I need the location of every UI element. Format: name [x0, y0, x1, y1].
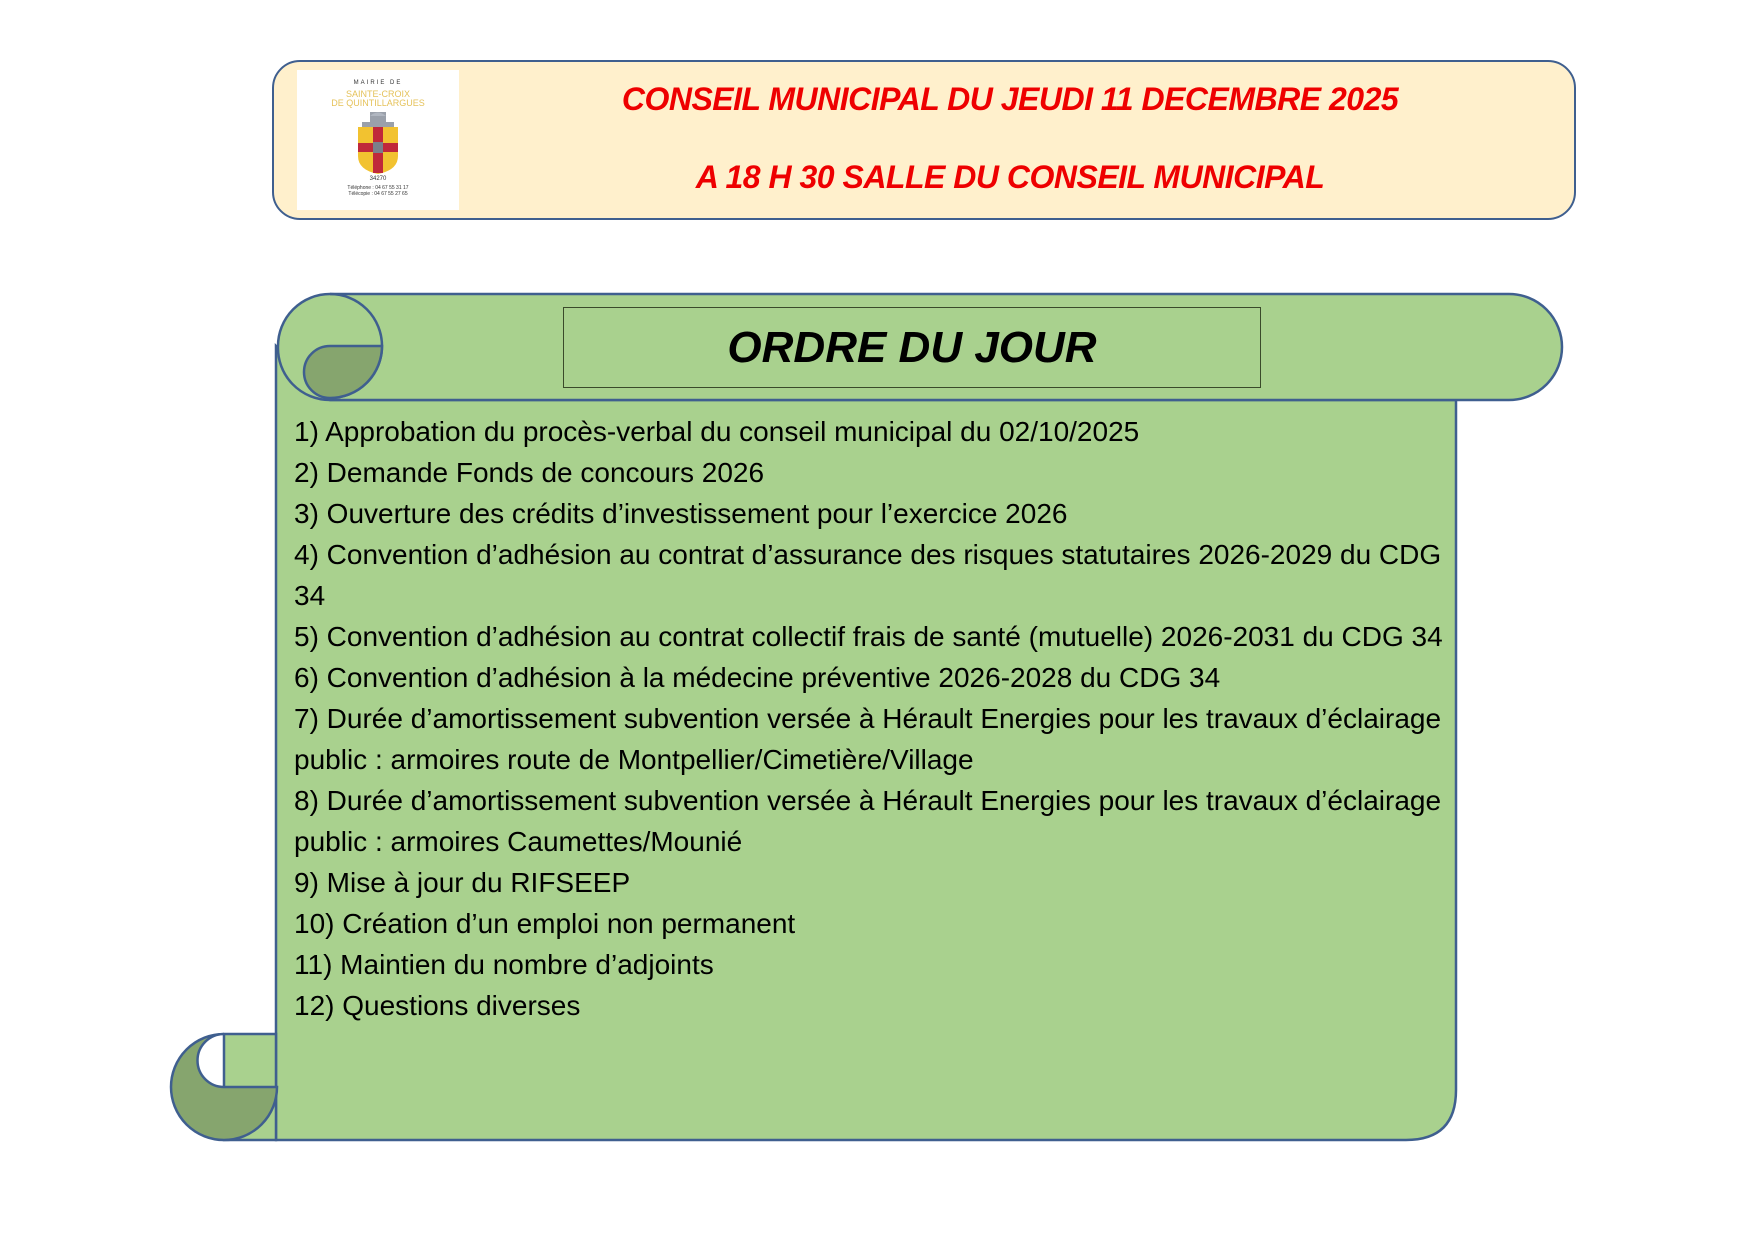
agenda-item: 6) Convention d’adhésion à la médecine préventive 2026-2028 du CDG 34: [294, 662, 1221, 693]
meeting-title: CONSEIL MUNICIPAL DU JEUDI 11 DECEMBRE 2025: [621, 81, 1399, 117]
logo-town-line1: SAINTE-CROIX: [345, 89, 410, 99]
agenda-item: 1) Approbation du procès-verbal du conseil municipal du 02/10/2025: [294, 416, 1140, 447]
logo-town-line2: DE QUINTILLARGUES: [331, 98, 425, 108]
agenda-item: 8) Durée d’amortissement subvention versée à Hérault Energies pour les travaux d’éclairage public : armoires Caumettes/Mounié: [294, 785, 1442, 857]
logo-telecopie: Télécopie : 04 67 55 27 65: [348, 191, 408, 197]
logo-telephone: Téléphone : 04 67 55 31 17: [347, 185, 409, 191]
agenda-item: 4) Convention d’adhésion au contrat d’assurance des risques statutaires 2026-2029 du CDG 34: [294, 539, 1442, 611]
logo-postal-code: 34270: [369, 176, 387, 182]
agenda-list: [294, 411, 1454, 1026]
agenda-item: 5) Convention d’adhésion au contrat collectif frais de santé (mutuelle) 2026-2031 du CDG 34: [294, 621, 1443, 652]
agenda-item: 12) Questions diverses: [294, 990, 581, 1021]
agenda-item: 10) Création d’un emploi non permanent: [294, 908, 796, 939]
agenda-item: 7) Durée d’amortissement subvention versée à Hérault Energies pour les travaux d’éclairage public : armoires route de Montpellier/Cimetière/Village: [294, 703, 1442, 775]
agenda-item: 11) Maintien du nombre d’adjoints: [294, 949, 714, 980]
agenda-title-box: [563, 307, 1261, 388]
agenda-item: 9) Mise à jour du RIFSEEP: [294, 867, 631, 898]
agenda-item: 3) Ouverture des crédits d’investissement pour l’exercice 2026: [294, 498, 1068, 529]
agenda-title: ORDRE DU JOUR: [727, 322, 1097, 372]
agenda-item: 2) Demande Fonds de concours 2026: [294, 457, 765, 488]
logo-mairie-label: MAIRIE DE: [353, 80, 403, 86]
meeting-time-location: A 18 H 30 SALLE DU CONSEIL MUNICIPAL: [695, 159, 1325, 195]
